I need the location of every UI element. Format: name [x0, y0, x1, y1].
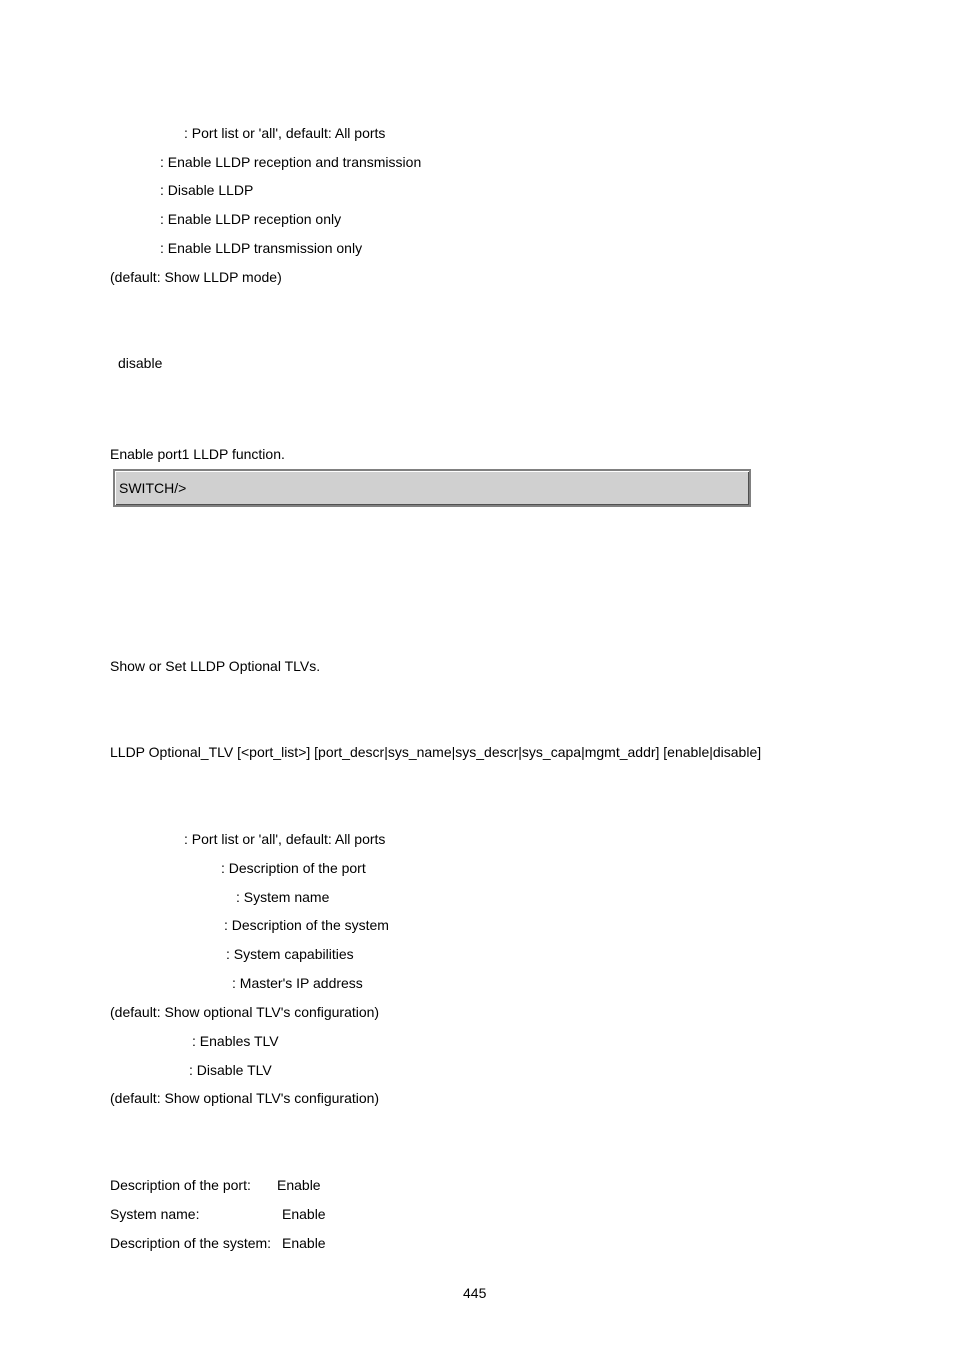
- output-value-sys-descr: Enable: [282, 1235, 326, 1251]
- tlv-param-sys-name: : System name: [236, 889, 330, 905]
- command-prompt: SWITCH/>: [119, 480, 187, 496]
- tlv-default-note-1: (default: Show optional TLV's configuration): [110, 1004, 380, 1020]
- output-value-sys-name: Enable: [282, 1206, 326, 1222]
- tlv-default-note-2: (default: Show optional TLV's configuration): [110, 1090, 380, 1106]
- param-rx-only: : Enable LLDP reception only: [160, 211, 342, 227]
- param-port-list: : Port list or 'all', default: All ports: [184, 125, 386, 141]
- output-value-port-descr: Enable: [277, 1177, 321, 1193]
- output-label-port-descr: Description of the port:: [110, 1177, 251, 1193]
- example-text: disable: [118, 355, 163, 371]
- tlv-param-enable: : Enables TLV: [192, 1033, 279, 1049]
- param-enable: : Enable LLDP reception and transmission: [160, 154, 422, 170]
- param-tx-only: : Enable LLDP transmission only: [160, 240, 363, 256]
- tlv-param-port-descr: : Description of the port: [221, 860, 366, 876]
- output-label-sys-descr: Description of the system:: [110, 1235, 272, 1251]
- param-disable: : Disable LLDP: [160, 182, 254, 198]
- command-syntax: LLDP Optional_TLV [<port_list>] [port_descr|sys_name|sys_descr|sys_capa|mgmt_addr] [enable|disable]: [110, 744, 762, 760]
- page-number: 445: [463, 1285, 487, 1301]
- tlv-param-sys-capa: : System capabilities: [226, 946, 354, 962]
- section-description: Show or Set LLDP Optional TLVs.: [110, 658, 321, 674]
- command-prompt-box: [113, 469, 751, 507]
- tlv-param-port-list: : Port list or 'all', default: All ports: [184, 831, 386, 847]
- output-label-sys-name: System name:: [110, 1206, 200, 1222]
- tlv-param-sys-descr: : Description of the system: [224, 917, 389, 933]
- tlv-param-mgmt-addr: : Master's IP address: [232, 975, 363, 991]
- tlv-param-disable: : Disable TLV: [189, 1062, 272, 1078]
- default-note: (default: Show LLDP mode): [110, 269, 282, 285]
- example-description: Enable port1 LLDP function.: [110, 446, 285, 462]
